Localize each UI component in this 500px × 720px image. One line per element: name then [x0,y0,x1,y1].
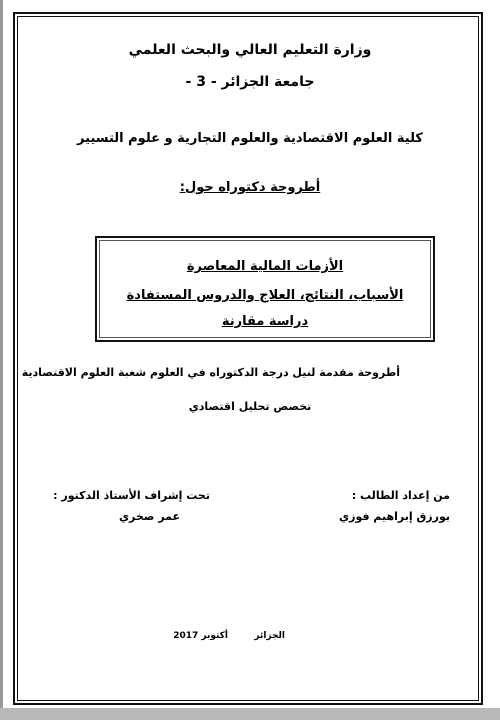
ministry-name: وزارة التعليم العالي والبحث العلمي [128,42,372,58]
thesis-subtitle: الأسباب، النتائج، العلاج والدروس المستفادة [126,288,404,303]
student-name: بورزق إبراهيم فوزي [339,510,450,523]
supervisor-label: تحت إشراف الأستاذ الدكتور : [53,489,210,502]
student-label: من إعداد الطالب : [351,489,450,502]
page-edge-left [0,0,3,720]
thesis-study-type: دراسة مقارنة [221,314,309,329]
specialization: تخصص تحليل اقتصادي [188,400,312,413]
thesis-about-label: أطروحة دكتوراه حول: [179,180,321,195]
degree-description: أطروحة مقدمة لنيل درجة الدكتوراه في العلوم شعبة العلوم الاقتصادية [21,366,400,379]
footer-place: الجزائر [254,631,285,641]
supervisor-name: عمر صخري [118,510,180,523]
footer-date: أكتوبر 2017 [173,631,228,641]
faculty-name: كلية العلوم الاقتصادية والعلوم التجارية و علوم التسيير [77,131,423,146]
university-name: جامعة الجزائر - 3 - [185,74,315,90]
page-edge-bottom [0,708,500,720]
thesis-title: الأزمات المالية المعاصرة [186,259,344,274]
page-border-inner [17,16,479,701]
